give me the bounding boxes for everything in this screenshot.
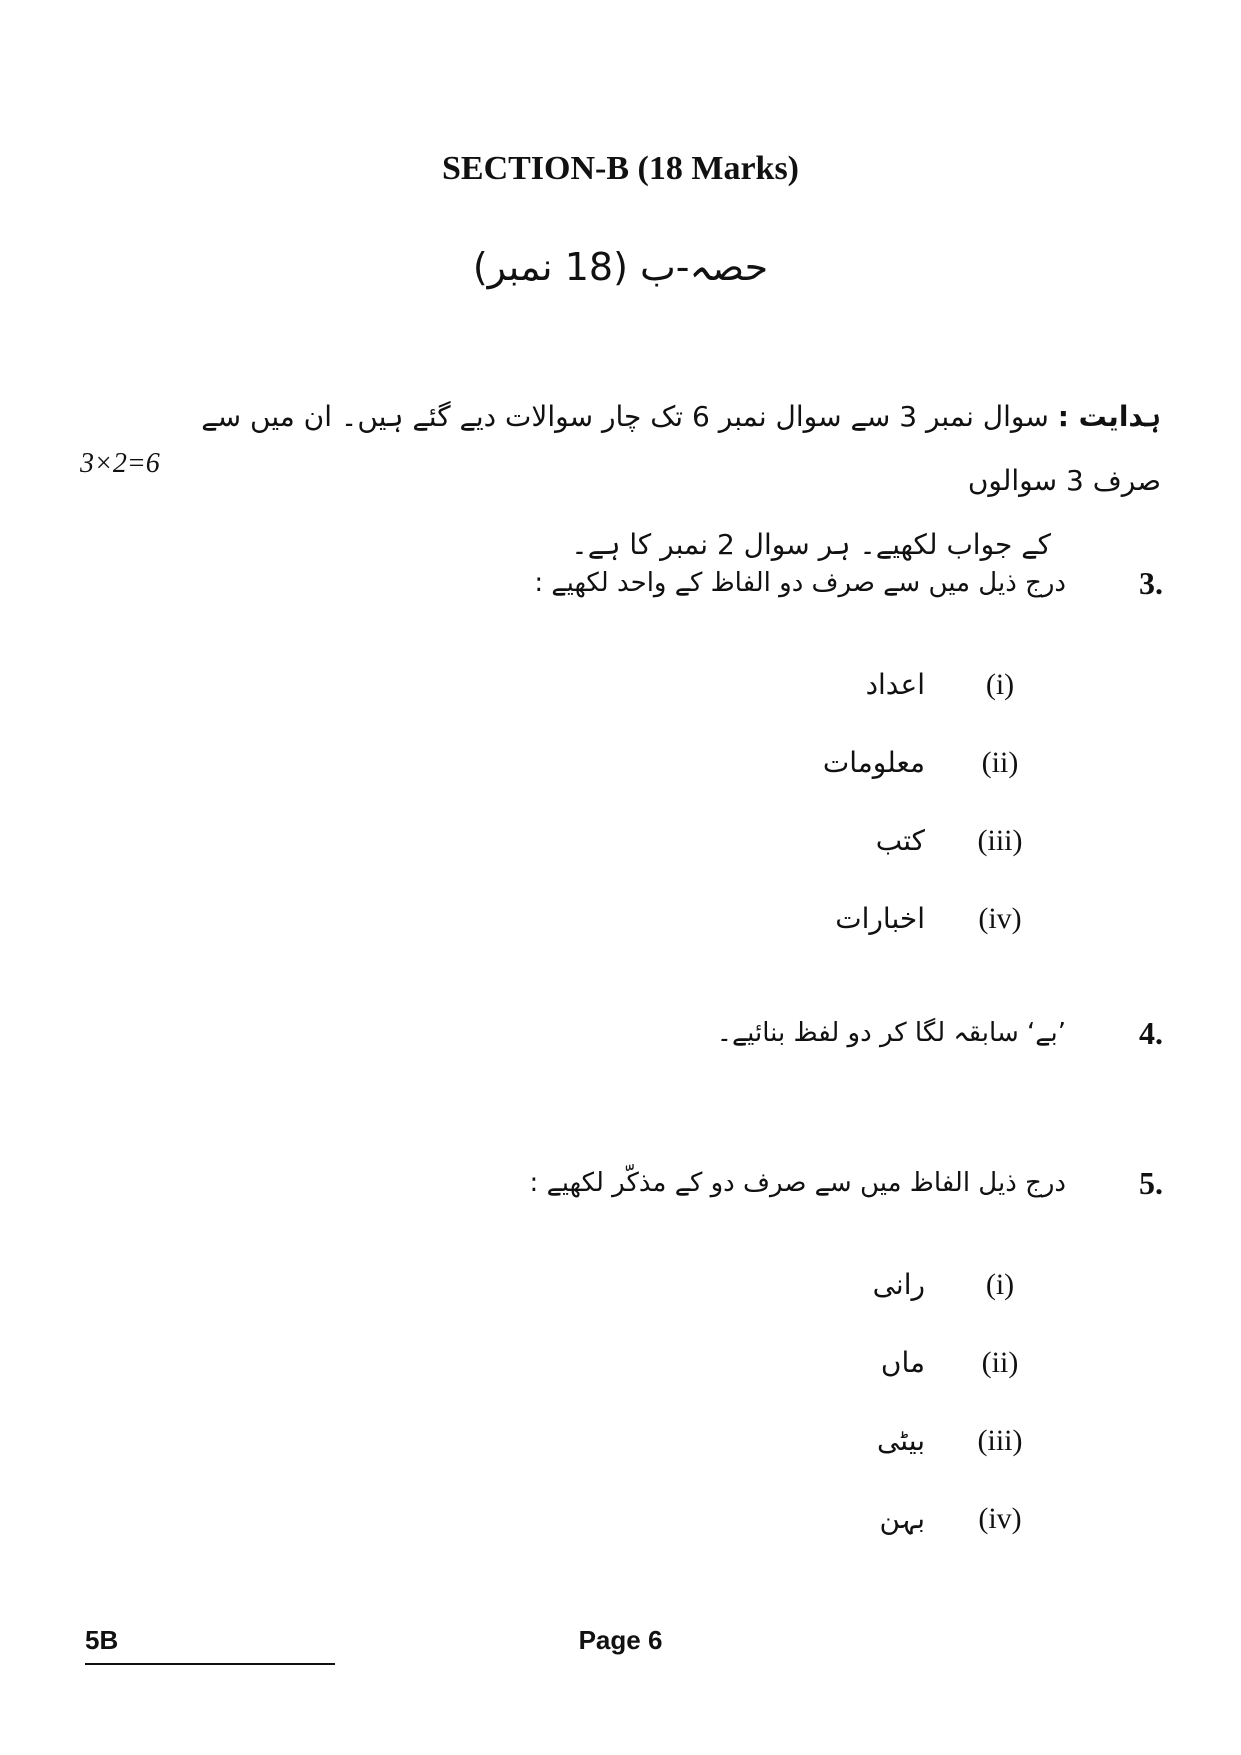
q3-option-1-word: اعداد bbox=[865, 668, 925, 701]
q5-option-4-num: (iv) bbox=[978, 1502, 1022, 1535]
page-number: Page 6 bbox=[578, 1625, 663, 1655]
instructions-line-1 bbox=[161, 385, 1161, 513]
q5-option-2-word: ماں bbox=[880, 1346, 925, 1379]
q3-option-3-word: کتب bbox=[875, 824, 925, 857]
q5-option-2-num: (ii) bbox=[981, 1346, 1019, 1379]
marks-formula: 3×2=6 bbox=[80, 448, 160, 479]
question-3-number: 3. bbox=[1139, 565, 1163, 601]
instructions bbox=[161, 385, 1161, 577]
q5-option-1-num: (i) bbox=[985, 1268, 1015, 1301]
question-5-number: 5. bbox=[1139, 1165, 1163, 1201]
q3-option-4-word: اخبارات bbox=[835, 902, 925, 935]
question-4-number: 4. bbox=[1139, 1015, 1163, 1051]
instructions-line-2: کے جواب لکھیے۔ ہر سوال 2 نمبر کا ہے۔ bbox=[571, 528, 1051, 561]
footer-code: 5B bbox=[85, 1625, 119, 1655]
q3-option-1-num: (i) bbox=[985, 668, 1015, 701]
instructions-text-1: سوال نمبر 3 سے سوال نمبر 6 تک چار سوالات دیے گئے ہیں۔ ان میں سے صرف 3 سوالوں bbox=[201, 400, 1161, 497]
footer-divider bbox=[85, 1663, 335, 1665]
q3-option-2-word: معلومات bbox=[822, 746, 925, 779]
q5-option-3-num: (iii) bbox=[977, 1424, 1023, 1457]
section-title: SECTION-B (18 Marks) bbox=[441, 150, 800, 187]
q5-option-4-word: بہن bbox=[879, 1502, 925, 1535]
question-5-text: درج ذیل الفاظ میں سے صرف دو کے مذکّر لکھیے : bbox=[529, 1168, 1066, 1198]
question-3-text: درج ذیل میں سے صرف دو الفاظ کے واحد لکھیے : bbox=[534, 568, 1066, 598]
instructions-label: ہدایت : bbox=[1057, 400, 1161, 433]
q3-option-3-num: (iii) bbox=[977, 824, 1023, 857]
q3-option-2-num: (ii) bbox=[981, 746, 1019, 779]
q5-option-3-word: بیٹی bbox=[876, 1424, 925, 1457]
section-title-urdu: حصہ-ب (18 نمبر) bbox=[472, 245, 769, 289]
q3-option-4-num: (iv) bbox=[978, 902, 1022, 935]
q5-option-1-word: رانی bbox=[872, 1268, 925, 1301]
question-4-text: ’بے‘ سابقہ لگا کر دو لفظ بنائیے۔ bbox=[716, 1018, 1066, 1048]
